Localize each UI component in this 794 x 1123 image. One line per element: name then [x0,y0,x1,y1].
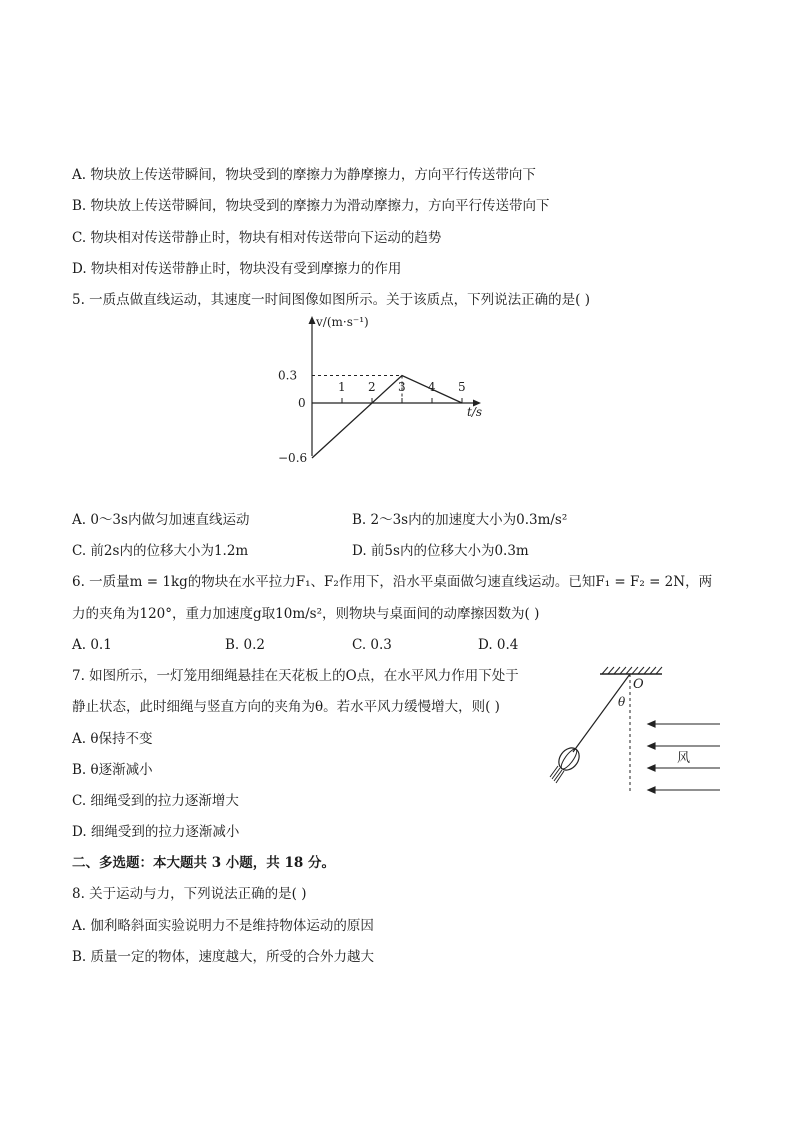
x-tick-label: 5 [458,380,466,394]
q7-option-c: C. 细绳受到的拉力逐渐增大 [72,793,239,809]
q8-option-a: A. 伽利略斜面实验说明力不是维持物体运动的原因 [72,918,374,934]
y-axis-label: v/(m·s⁻¹) [316,315,369,329]
section-heading: 二、多选题：本大题共 3 小题，共 18 分。 [72,855,335,871]
q8-stem: 8. 关于运动与力，下列说法正确的是( ) [72,886,307,902]
q7-option-d: D. 细绳受到的拉力逐渐减小 [72,824,240,840]
lantern-icon [550,744,583,783]
q4-option-b: B. 物块放上传送带瞬间，物块受到的摩擦力为滑动摩擦力，方向平行传送带向下 [72,198,550,214]
velocity-time-graph [270,312,530,482]
x-tick-label: 1 [338,380,346,394]
q7-stem-line1: 7. 如图所示，一灯笼用细绳悬挂在天花板上的O点，在水平风力作用下处于 [72,668,519,684]
q7-option-b: B. θ逐渐减小 [72,762,153,778]
y-tick-label: −0.6 [278,451,308,466]
x-tick-label: 2 [368,380,376,394]
q6-option-a: A. 0.1 [72,637,112,653]
q6-option-b: B. 0.2 [225,637,265,653]
x-tick-label: 4 [428,380,436,394]
q6-option-d: D. 0.4 [478,637,519,653]
q8-option-b: B. 质量一定的物体，速度越大，所受的合外力越大 [72,949,375,965]
y-axis-arrow [309,316,316,324]
q6-stem-line2: 力的夹角为120°，重力加速度g取10m/s²，则物块与桌面间的动摩擦因数为( ) [72,606,540,622]
q7-option-a: A. θ保持不变 [72,731,153,747]
q5-stem: 5. 一质点做直线运动，其速度一时间图像如图所示。关于该质点，下列说法正确的是( ) [72,292,590,308]
q5-option-d: D. 前5s内的位移大小为0.3m [352,543,529,559]
velocity-line [312,375,462,458]
q4-option-c: C. 物块相对传送带静止时，物块有相对传送带向下运动的趋势 [72,230,442,246]
wind-label: 风 [677,751,691,766]
theta-label: θ [618,695,626,709]
y-tick-label: 0 [298,396,306,410]
q5-option-c: C. 前2s内的位移大小为1.2m [72,543,249,559]
q4-option-a: A. 物块放上传送带瞬间，物块受到的摩擦力为静摩擦力，方向平行传送带向下 [72,167,536,183]
q4-option-d: D. 物块相对传送带静止时，物块没有受到摩擦力的作用 [72,261,402,277]
lantern-wind-figure [540,664,730,796]
q7-stem-line2: 静止状态，此时细绳与竖直方向的夹角为θ。若水平风力缓慢增大，则( ) [72,699,500,715]
point-o-label: O [633,677,644,692]
q5-option-b: B. 2～3s内的加速度大小为0.3m/s² [352,512,568,528]
x-tick-label: 3 [398,380,406,394]
q6-option-c: C. 0.3 [352,637,392,653]
q6-stem-line1: 6. 一质量m = 1kg的物块在水平拉力F₁、F₂作用下，沿水平桌面做匀速直线运动。已知F₁ = F₂ = 2N，两 [72,574,713,590]
q5-option-a: A. 0～3s内做匀加速直线运动 [72,512,250,528]
x-axis-label: t/s [467,405,483,419]
y-tick-label: 0.3 [278,368,298,383]
